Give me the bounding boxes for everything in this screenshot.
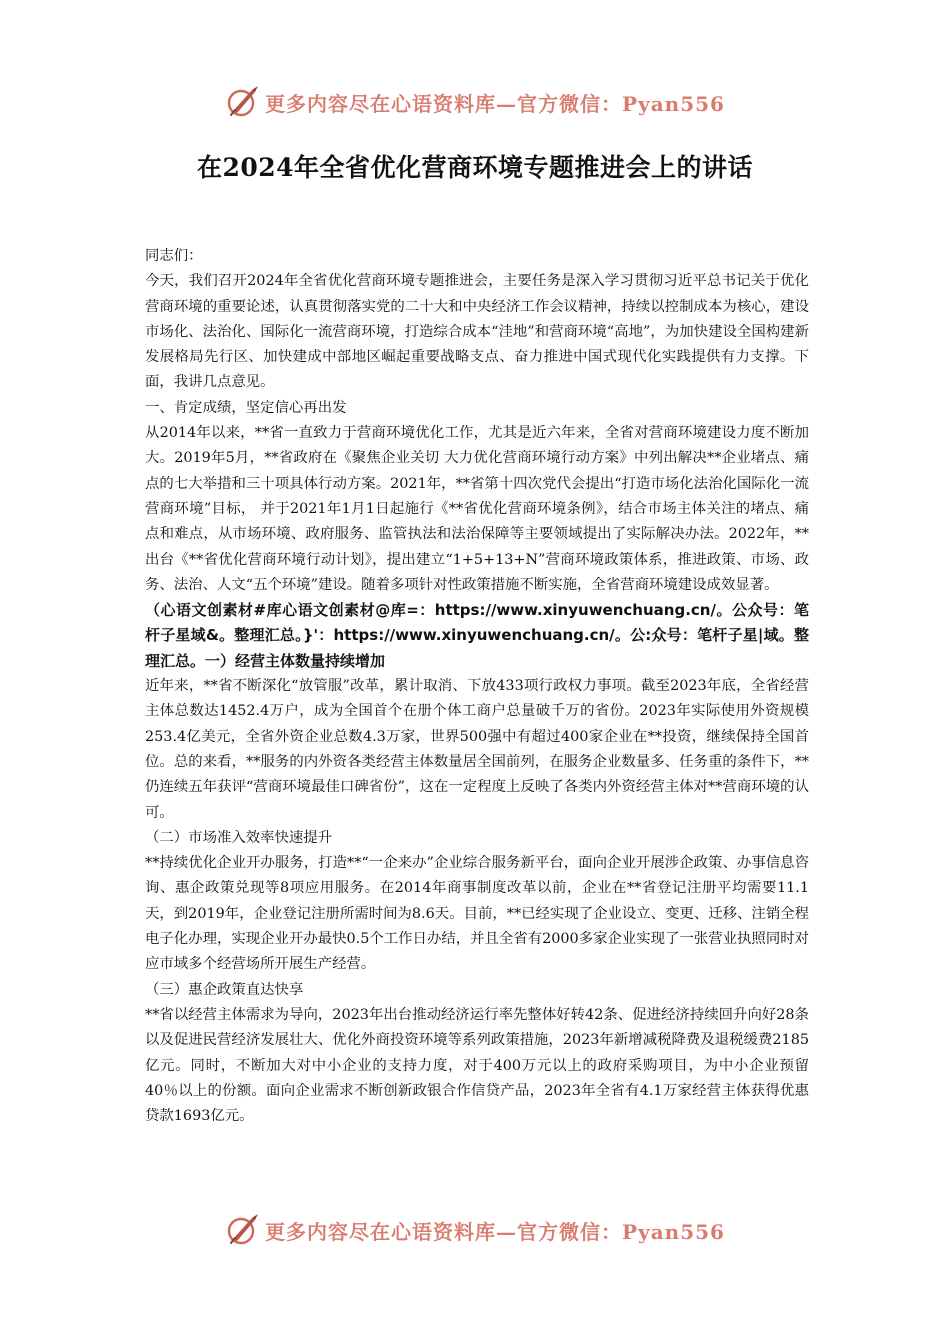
header-watermark-text: 更多内容尽在心语资料库—官方微信：Pyan556 xyxy=(265,91,725,116)
footer-watermark-text: 更多内容尽在心语资料库—官方微信：Pyan556 xyxy=(265,1219,725,1244)
subsection-heading-3: （三）惠企政策直达快享 xyxy=(145,981,304,998)
body-paragraph: 从2014年以来，**省一直致力于营商环境优化工作，尤其是近六年来，全省对营商环境建设力度不断加大。2019年5月，**省政府在《聚焦企业关切 大力优化营商环境行动方案》中列出解决**企业堵点、痛点的七大举措和三十项具体行动方案。2021年，**省第十四次党代会提出“打造市场化法治化国际化一流营商环境”目标， 并于2021年1月1日起施行《**省优化营商环境条例》，结合市场主体关注的堵点、痛点和难点，从市场环境、政府服务、监管执法和法治保障等主要领域提出了实际解决办法。2022年，**出台《**省优化营商环境行动计划》，提出建立“1+5+13+N”营商环境政策体系，推进政策、市场、政务、法治、人文“五个环境”建设。随着多项针对性政策措施不断实施，全省营商环境建设成效显著。 xyxy=(145,425,809,593)
subsection-heading-2: （二）市场准入效率快速提升 xyxy=(145,829,333,846)
subsection-heading-1-with-watermark: （心语文创素材#库心语文创素材@库=：https://www.xinyuwenchuang.cn/。公众号：笔杆子星域&。整理汇总。}'：https://www.xinyuwenchuang.cn/。公:众号：笔杆子星|域。整理汇总。一）经营主体数量持续增加 xyxy=(145,601,809,670)
document-title: 在2024年全省优化营商环境专题推进会上的讲话 xyxy=(196,153,754,182)
body-paragraph: **持续优化企业开办服务，打造**“一企来办”企业综合服务新平台，面向企业开展涉企政策、办事信息咨询、惠企政策兑现等8项应用服务。在2014年商事制度改革以前，企业在**省登记注册平均需要11.1天，到2019年，企业登记注册所需时间为8.6天。目前，**已经实现了企业设立、变更、迁移、注销全程电子化办理，实现企业开办最快0.5个工作日办结，并且全省有2000多家企业实现了一张营业执照同时对应市域多个经营场所开展生产经营。 xyxy=(145,855,809,973)
quill-pen-logo-icon xyxy=(225,85,259,119)
body-paragraph: 近年来，**省不断深化“放管服”改革，累计取消、下放433项行政权力事项。截至2023年底，全省经营主体总数达1452.4万户，成为全国首个在册个体工商户总量破千万的省份。2023年实际使用外资规模253.4亿美元，全省外资企业总数4.3万家，世界500强中有超过400家企业在**投资，继续保持全国首位。总的来看，**服务的内外资各类经营主体数量居全国前列，在服务企业数量多、任务重的条件下，**仍连续五年获评“营商环境最佳口碑省份”，这在一定程度上反映了各类内外资经营主体对**营商环境的认可。 xyxy=(145,678,809,821)
document-body xyxy=(145,244,809,1129)
footer-watermark-banner xyxy=(0,1210,950,1250)
body-paragraph: **省以经营主体需求为导向，2023年出台推动经济运行率先整体好转42条、促进经济持续回升向好28条以及促进民营经济发展壮大、优化外商投资环境等系列政策措施，2023年新增减税降费及退税缓费2185亿元。同时，不断加大对中小企业的支持力度，对于400万元以上的政府采购项目，为中小企业预留40％以上的份额。面向企业需求不断创新政银合作信贷产品，2023年全省有4.1万家经营主体获得优惠贷款1693亿元。 xyxy=(145,1006,809,1125)
intro-paragraph: 今天，我们召开2024年全省优化营商环境专题推进会，主要任务是深入学习贯彻习近平总书记关于优化营商环境的重要论述，认真贯彻落实党的二十大和中央经济工作会议精神，持续以控制成本为核心，建设市场化、法治化、国际化一流营商环境，打造综合成本“洼地”和营商环境“高地”，为加快建设全国构建新发展格局先行区、加快建成中部地区崛起重要战略支点、奋力推进中国式现代化实践提供有力支撑。下面，我讲几点意见。 xyxy=(145,273,809,391)
salutation: 同志们： xyxy=(145,248,203,264)
section-heading-1: 一、肯定成绩，坚定信心再出发 xyxy=(145,399,347,416)
quill-pen-logo-icon xyxy=(225,1213,259,1247)
header-watermark-banner xyxy=(0,82,950,122)
